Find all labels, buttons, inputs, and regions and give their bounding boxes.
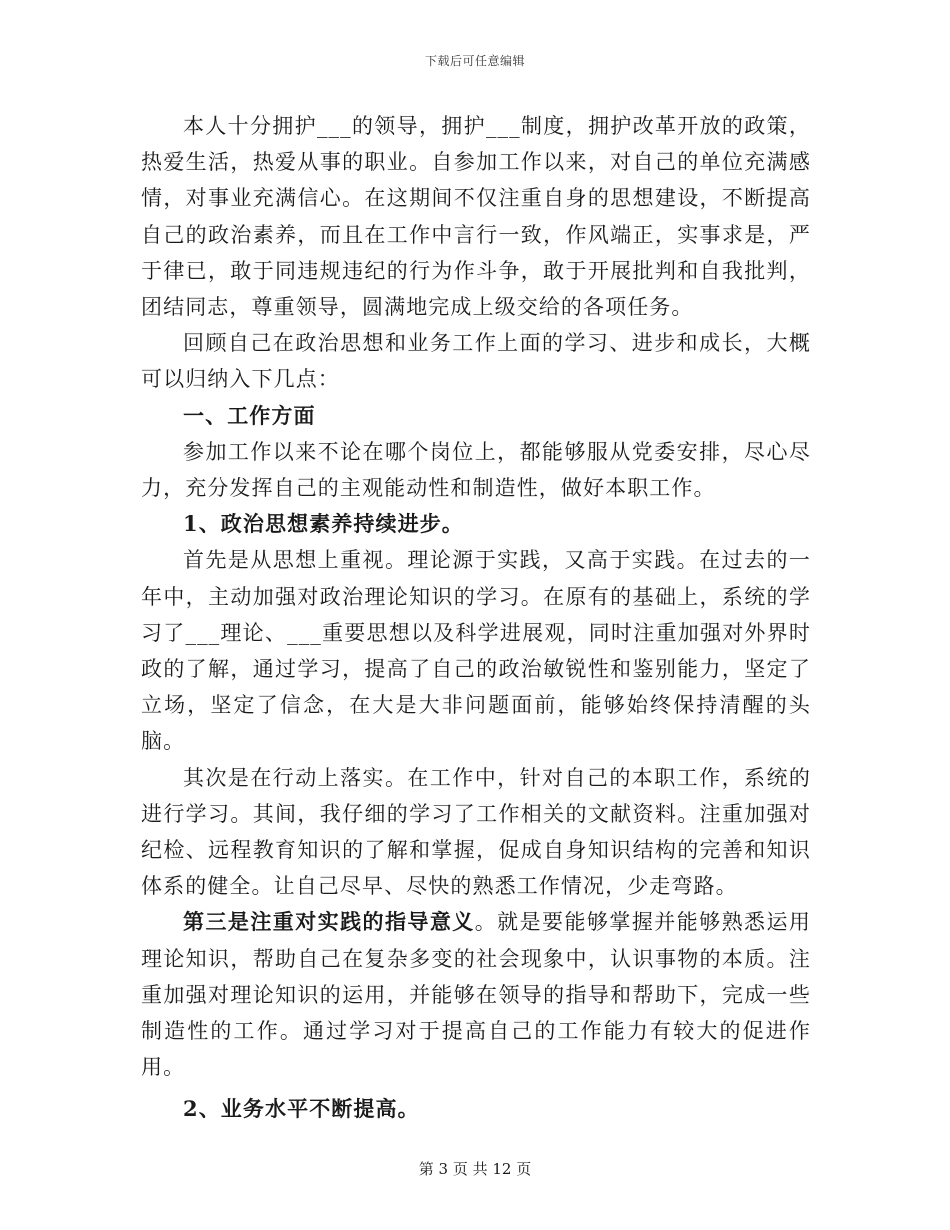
paragraph-action: 其次是在行动上落实。在工作中，针对自己的本职工作，系统的进行学习。其间，我仔细的学习了工作相关的文献资料。注重加强对纪检、远程教育知识的了解和掌握，促成自身知识结构的完善和知识体系的健全。让自己尽早、尽快的熟悉工作情况，少走弯路。 xyxy=(141,765,811,899)
practice-lead: 第三是注重对实践的指导意义 xyxy=(183,909,475,935)
paragraph-practice xyxy=(141,904,811,1085)
section-heading-work: 一、工作方面 xyxy=(183,402,316,428)
page-header: 下载后可任意编辑 xyxy=(424,54,525,68)
practice-text: 。就是要能够掌握并能够熟悉运用理论知识，帮助自己在复杂多变的社会现象中，认识事物的本质。注重加强对理论知识的运用，并能够在领导的指导和帮助下，完成一些制造性的工作。通过学习对于提高自己的工作能力有较大的促进作用。 xyxy=(141,910,811,1080)
paragraph-intro: 本人十分拥护___的领导，拥护___制度，拥护改革开放的政策，热爱生活，热爱从事的职业。自参加工作以来，对自己的单位充满感情，对事业充满信心。在这期间不仅注重自身的思想建设，不断提高自己的政治素养，而且在工作中言行一致，作风端正，实事求是，严于律已，敢于同违规违纪的行为作斗争，敢于开展批判和自我批判，团结同志，尊重领导，圆满地完成上级交给的各项任务。 xyxy=(141,114,811,320)
paragraph-thought: 首先是从思想上重视。理论源于实践，又高于实践。在过去的一年中，主动加强对政治理论知识的学习。在原有的基础上，系统的学习了___理论、___重要思想以及科学进展观，同时注重加强对外界时政的了解，通过学习，提高了自己的政治敏锐性和鉴别能力，坚定了立场，坚定了信念，在大是大非问题面前，能够始终保持清醒的头脑。 xyxy=(141,548,811,754)
page-footer: 第 3 页 共 12 页 xyxy=(418,1160,532,1178)
paragraph-review: 回顾自己在政治思想和业务工作上面的学习、进步和成长，大概可以归纳入下几点： xyxy=(141,331,811,392)
subheading-political: 1、政治思想素养持续进步。 xyxy=(183,511,464,537)
document-body xyxy=(141,108,811,1128)
paragraph-work: 参加工作以来不论在哪个岗位上，都能够服从党委安排，尽心尽力，充分发挥自己的主观能动性和制造性，做好本职工作。 xyxy=(141,439,811,501)
subheading-business: 2、业务水平不断提高。 xyxy=(183,1096,420,1122)
